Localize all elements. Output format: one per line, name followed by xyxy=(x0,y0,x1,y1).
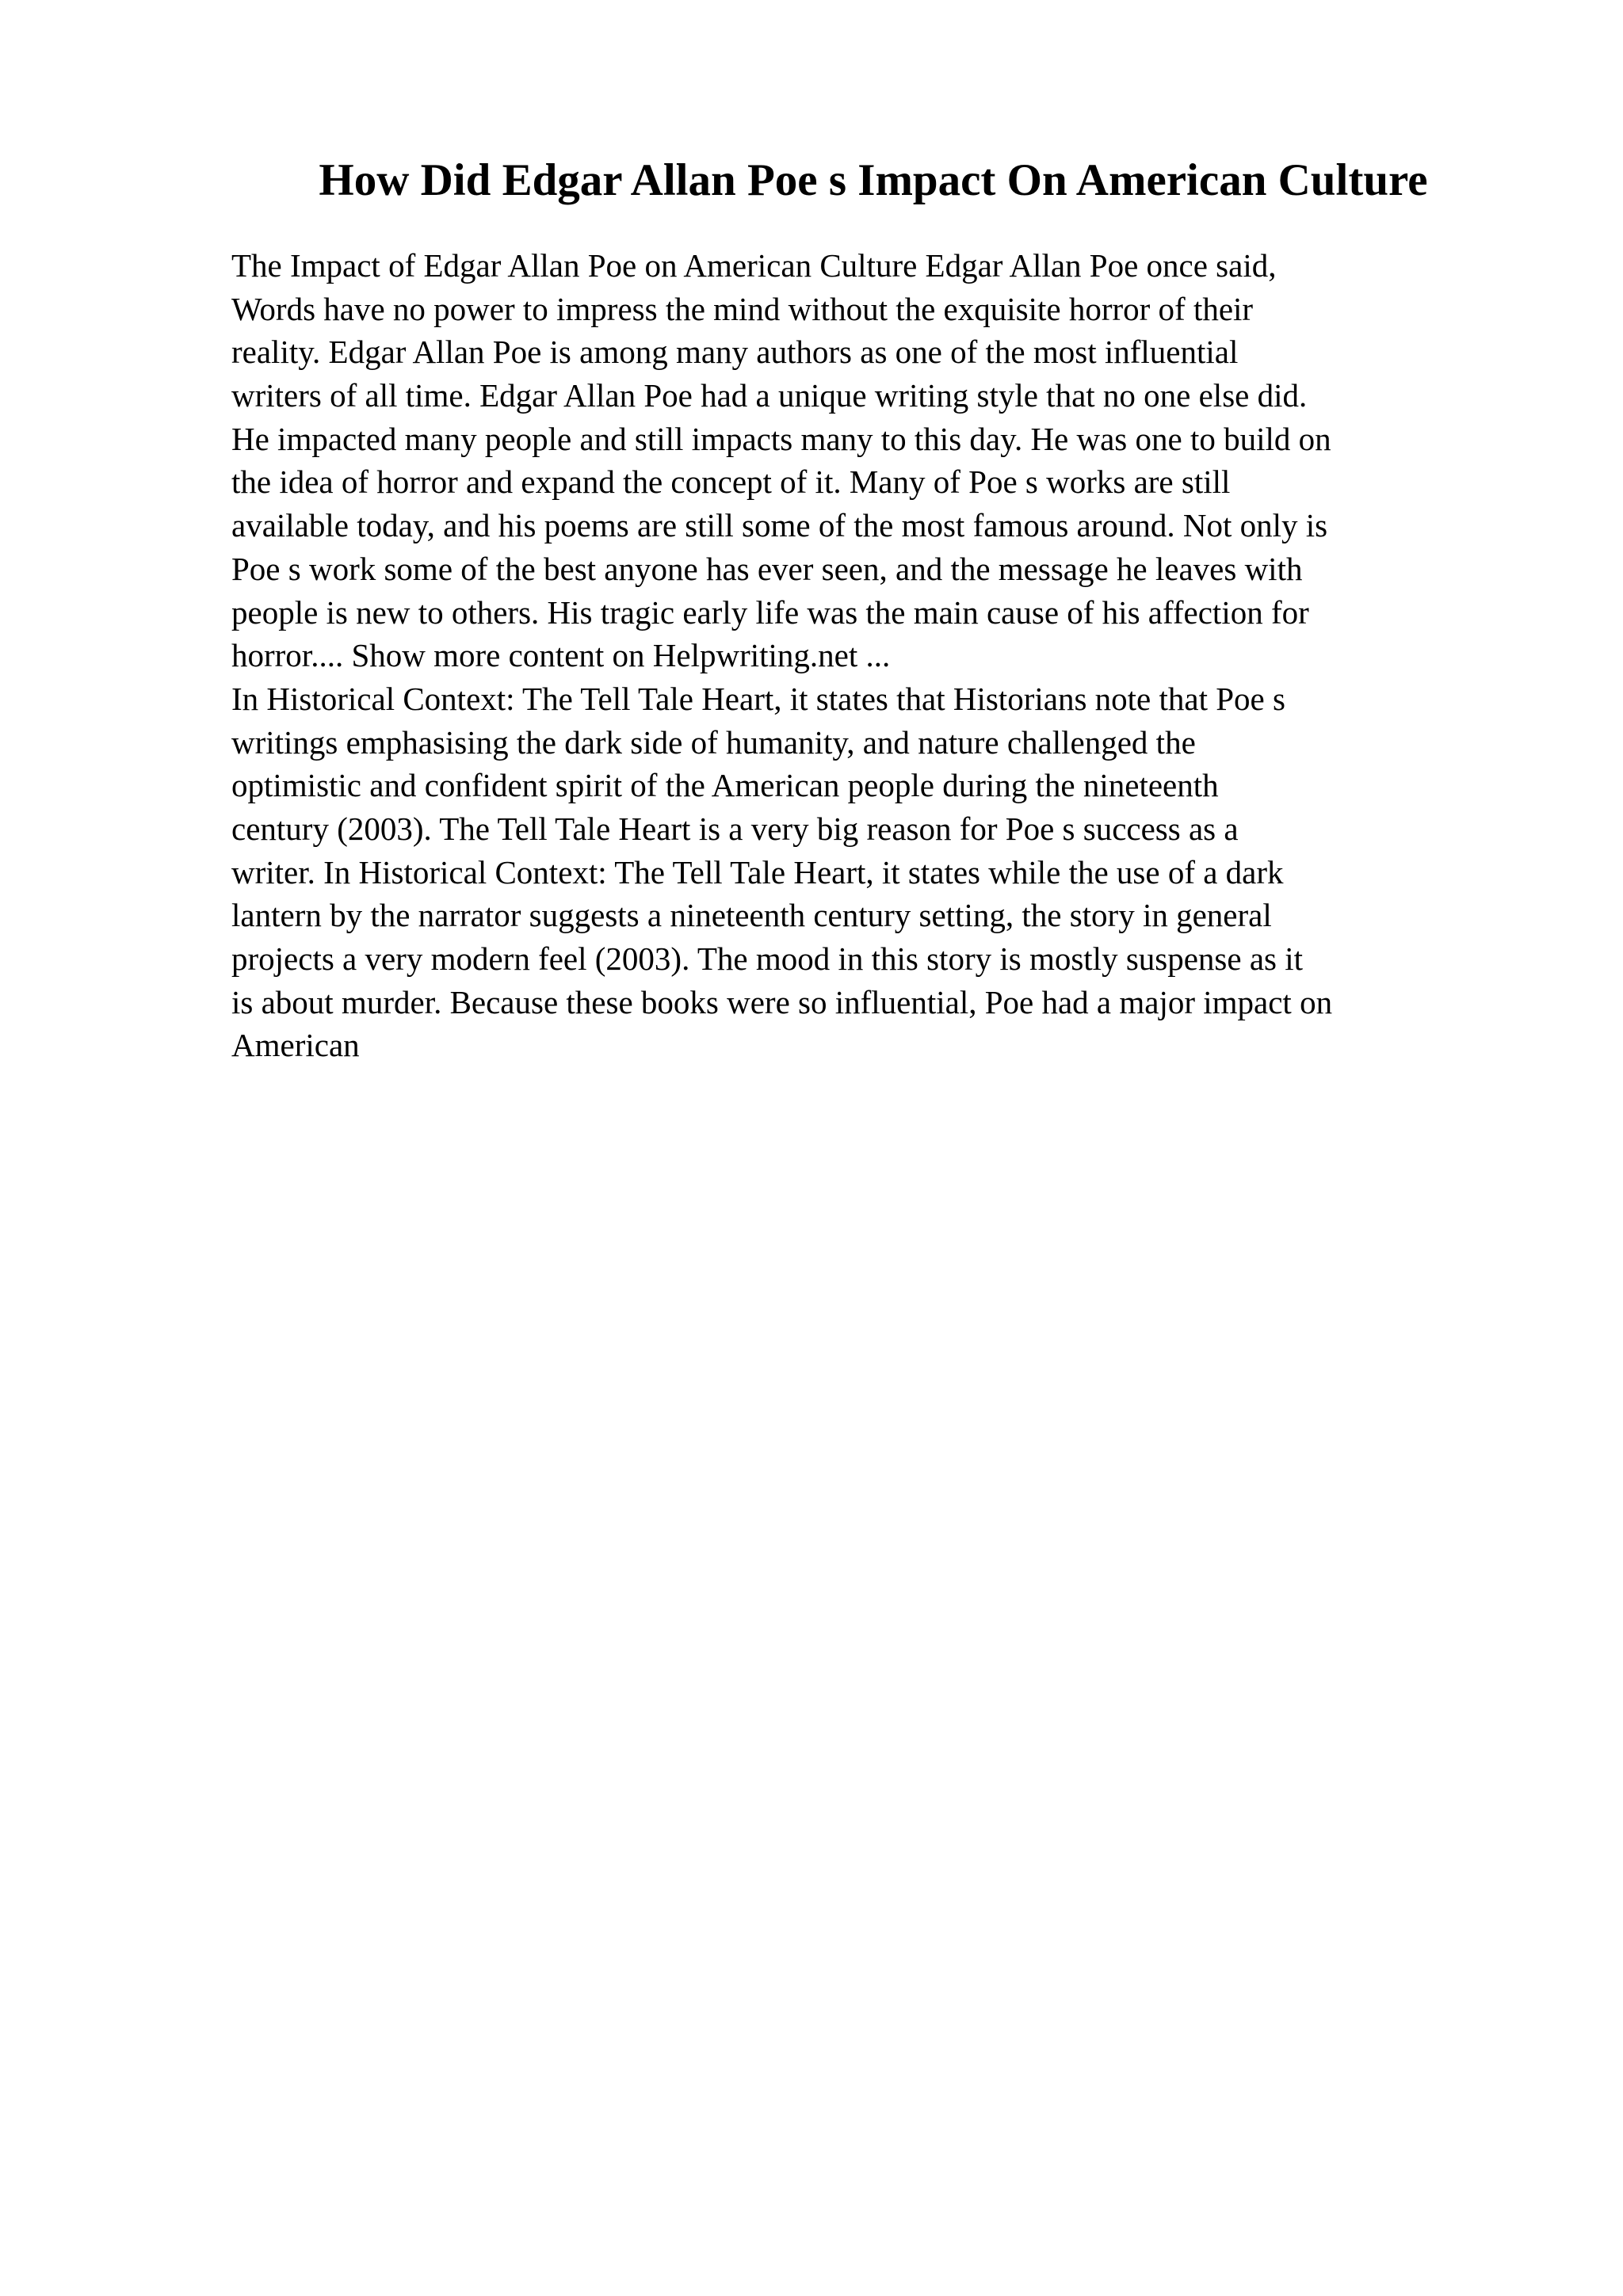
body-line: In Historical Context: The Tell Tale Heart, it states that Historians note that Poe s xyxy=(231,680,1285,717)
body-line: is about murder. Because these books were so influential, Poe had a major impact on xyxy=(231,983,1333,1020)
body-line: available today, and his poems are still some of the most famous around. Not only is xyxy=(231,507,1328,544)
body-line: Words have no power to impress the mind without the exquisite horror of their xyxy=(231,290,1254,327)
document-title: How Did Edgar Allan Poe s Impact On American Culture xyxy=(319,155,1428,205)
body-line: the idea of horror and expand the concept of it. Many of Poe s works are still xyxy=(231,463,1231,501)
body-line: The Impact of Edgar Allan Poe on American Culture Edgar Allan Poe once said, xyxy=(231,247,1277,284)
body-line: century (2003). The Tell Tale Heart is a very big reason for Poe s success as a xyxy=(231,810,1239,847)
body-line: American xyxy=(231,1027,360,1064)
body-line: writings emphasising the dark side of humanity, and nature challenged the xyxy=(231,723,1196,761)
body-line: lantern by the narrator suggests a nineteenth century setting, the story in general xyxy=(231,897,1272,934)
document-body xyxy=(231,244,1515,1067)
body-line: He impacted many people and still impacts many to this day. He was one to build on xyxy=(231,420,1331,457)
body-line: people is new to others. His tragic early life was the main cause of his affection for xyxy=(231,593,1309,631)
body-line: projects a very modern feel (2003). The mood in this story is mostly suspense as it xyxy=(231,940,1304,977)
body-line: reality. Edgar Allan Poe is among many authors as one of the most influential xyxy=(231,334,1239,371)
body-line: writer. In Historical Context: The Tell Tale Heart, it states while the use of a dark xyxy=(231,853,1284,891)
body-line: horror.... Show more content on Helpwriting.net ... xyxy=(231,637,891,674)
body-line: optimistic and confident spirit of the American people during the nineteenth xyxy=(231,767,1219,804)
body-line: Poe s work some of the best anyone has ever seen, and the message he leaves with xyxy=(231,550,1303,587)
body-line: writers of all time. Edgar Allan Poe had a unique writing style that no one else did. xyxy=(231,377,1308,414)
